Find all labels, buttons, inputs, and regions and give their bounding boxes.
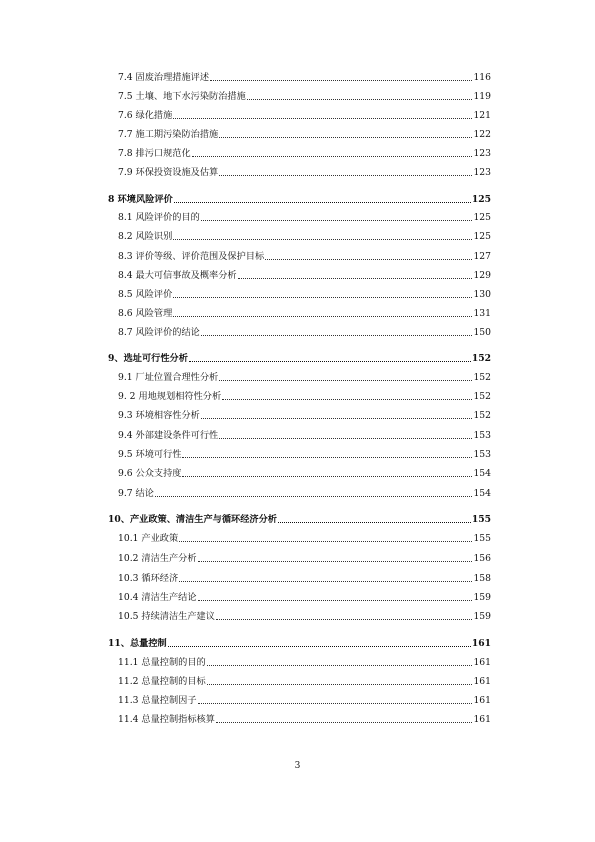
toc-section-entry[interactable] (118, 268, 491, 282)
dot-leader (222, 399, 472, 400)
toc-entry-title: 7.8 排污口规范化 (118, 148, 191, 159)
toc-section-entry[interactable] (118, 127, 491, 141)
toc-section-entry[interactable] (118, 108, 491, 122)
toc-entry-page: 125 (473, 212, 491, 223)
toc-entry-page: 161 (471, 638, 491, 649)
toc-entry-title: 8.4 最大可信事故及概率分析 (118, 270, 237, 281)
toc-section-entry[interactable] (118, 486, 491, 500)
toc-entry-title: 10.2 清洁生产分析 (118, 553, 197, 564)
dot-leader (182, 476, 472, 477)
dot-leader (155, 496, 473, 497)
toc-entry-title: 11.2 总量控制的目标 (118, 676, 206, 687)
toc-entry-title: 9.6 公众支持度 (118, 468, 182, 479)
toc-entry-page: 152 (473, 372, 491, 383)
toc-chapter-entry[interactable] (108, 351, 491, 365)
toc-entry-page: 152 (473, 410, 491, 421)
toc-section-entry[interactable] (118, 325, 491, 339)
dot-leader (174, 202, 471, 203)
toc-entry-page: 122 (473, 129, 491, 140)
dot-leader (173, 316, 472, 317)
toc-section-entry[interactable] (118, 210, 491, 224)
toc-entry-page: 130 (473, 289, 491, 300)
dot-leader (238, 278, 473, 279)
toc-entry-page: 152 (471, 353, 491, 364)
toc-entry-page: 125 (473, 231, 491, 242)
toc-section-entry[interactable] (118, 571, 491, 585)
toc-entry-title: 9. 2 用地规划相符性分析 (118, 391, 222, 402)
dot-leader (207, 684, 473, 685)
toc-entry-title: 7.7 施工期污染防治措施 (118, 129, 219, 140)
toc-entry-title: 11.3 总量控制因子 (118, 695, 197, 706)
toc-entry-page: 150 (473, 327, 491, 338)
toc-chapter-entry[interactable] (108, 636, 491, 650)
toc-entry-page: 154 (473, 468, 491, 479)
toc-entry-page: 127 (473, 251, 491, 262)
toc-section-entry[interactable] (118, 609, 491, 623)
dot-leader (207, 665, 473, 666)
toc-section-entry[interactable] (118, 466, 491, 480)
dot-leader (168, 646, 471, 647)
toc-section-entry[interactable] (118, 70, 491, 84)
toc-entry-page: 131 (473, 308, 491, 319)
toc-section-entry[interactable] (118, 370, 491, 384)
dot-leader (216, 619, 473, 620)
toc-section-entry[interactable] (118, 249, 491, 263)
toc-entry-title: 9.4 外部建设条件可行性 (118, 430, 219, 441)
page-number: 3 (294, 761, 301, 771)
toc-entry-title: 8.3 评价等级、评价范围及保护目标 (118, 251, 265, 262)
dot-leader (201, 335, 473, 336)
toc-entry-page: 161 (473, 714, 491, 725)
dot-leader (247, 99, 473, 100)
toc-entry-title: 7.6 绿化措施 (118, 110, 173, 121)
toc-entry-title: 7.9 环保投资设施及估算 (118, 167, 219, 178)
dot-leader (278, 522, 471, 523)
dot-leader (265, 259, 472, 260)
toc-entry-page: 121 (473, 110, 491, 121)
toc-entry-page: 123 (473, 167, 491, 178)
toc-entry-title: 10.3 循环经济 (118, 573, 179, 584)
toc-entry-page: 123 (473, 148, 491, 159)
dot-leader (179, 541, 472, 542)
toc-entry-page: 119 (473, 91, 491, 102)
toc-entry-title: 11.4 总量控制指标核算 (118, 714, 215, 725)
toc-section-entry[interactable] (118, 428, 491, 442)
toc-entry-title: 9.7 结论 (118, 488, 154, 499)
toc-entry-page: 161 (473, 657, 491, 668)
toc-section-entry[interactable] (118, 408, 491, 422)
toc-entry-title: 9.3 环境相容性分析 (118, 410, 200, 421)
toc-entry-page: 155 (473, 533, 491, 544)
toc-entry-title: 9.5 环境可行性 (118, 449, 182, 460)
toc-section-entry[interactable] (118, 590, 491, 604)
toc-entry-page: 161 (473, 676, 491, 687)
toc-entry-page: 154 (473, 488, 491, 499)
toc-entry-title: 7.5 土壤、地下水污染防治措施 (118, 91, 246, 102)
toc-entry-title: 11、总量控制 (108, 638, 167, 649)
dot-leader (219, 438, 472, 439)
dot-leader (173, 297, 472, 298)
toc-entry-title: 10、产业政策、清洁生产与循环经济分析 (108, 514, 277, 525)
toc-entry-page: 153 (473, 449, 491, 460)
toc-entry-page: 116 (473, 72, 491, 83)
toc-section-entry[interactable] (118, 551, 491, 565)
dot-leader (192, 156, 473, 157)
toc-entry-page: 125 (471, 194, 491, 205)
toc-entry-page: 159 (473, 592, 491, 603)
dot-leader (210, 80, 472, 81)
toc-section-entry[interactable] (118, 712, 491, 726)
dot-leader (173, 118, 472, 119)
toc-section-entry[interactable] (118, 287, 491, 301)
toc-section-entry[interactable] (118, 146, 491, 160)
toc-entry-page: 153 (473, 430, 491, 441)
toc-entry-page: 152 (473, 391, 491, 402)
toc-entry-page: 161 (473, 695, 491, 706)
toc-entry-page: 158 (473, 573, 491, 584)
toc-entry-title: 8.5 风险评价 (118, 289, 173, 300)
toc-entry-page: 156 (473, 553, 491, 564)
toc-entry-page: 159 (473, 611, 491, 622)
toc-entry-title: 10.1 产业政策 (118, 533, 179, 544)
toc-section-entry[interactable] (118, 655, 491, 669)
toc-entry-title: 10.4 清洁生产结论 (118, 592, 197, 603)
toc-section-entry[interactable] (118, 389, 491, 403)
toc-entry-page: 129 (473, 270, 491, 281)
toc-section-entry[interactable] (118, 447, 491, 461)
toc-entry-page: 155 (471, 514, 491, 525)
toc-section-entry[interactable] (118, 89, 491, 103)
toc-entry-title: 8.2 风险识别 (118, 231, 173, 242)
toc-entry-title: 7.4 固废治理措施评述 (118, 72, 210, 83)
toc-entry-title: 8 环境风险评价 (108, 194, 173, 205)
dot-leader (216, 722, 473, 723)
dot-leader (198, 561, 473, 562)
dot-leader (219, 175, 472, 176)
dot-leader (198, 703, 473, 704)
toc-entry-title: 8.7 风险评价的结论 (118, 327, 200, 338)
dot-leader (173, 239, 472, 240)
toc-entry-title: 8.6 风险管理 (118, 308, 173, 319)
toc-entry-title: 9.1 厂址位置合理性分析 (118, 372, 219, 383)
toc-entry-title: 10.5 持续清洁生产建议 (118, 611, 215, 622)
toc-entry-title: 9、选址可行性分析 (108, 353, 188, 364)
toc-section-entry[interactable] (118, 229, 491, 243)
dot-leader (201, 418, 473, 419)
toc-chapter-entry[interactable] (108, 512, 491, 526)
dot-leader (189, 361, 471, 362)
toc-section-entry[interactable] (118, 165, 491, 179)
toc-entry-title: 8.1 风险评价的目的 (118, 212, 200, 223)
dot-leader (201, 220, 473, 221)
toc-section-entry[interactable] (118, 674, 491, 688)
dot-leader (219, 137, 472, 138)
toc-section-entry[interactable] (118, 693, 491, 707)
toc-section-entry[interactable] (118, 531, 491, 545)
dot-leader (179, 581, 472, 582)
toc-chapter-entry[interactable] (108, 192, 491, 206)
dot-leader (219, 380, 472, 381)
toc-section-entry[interactable] (118, 306, 491, 320)
toc-entry-title: 11.1 总量控制的目的 (118, 657, 206, 668)
dot-leader (198, 600, 473, 601)
dot-leader (182, 457, 472, 458)
